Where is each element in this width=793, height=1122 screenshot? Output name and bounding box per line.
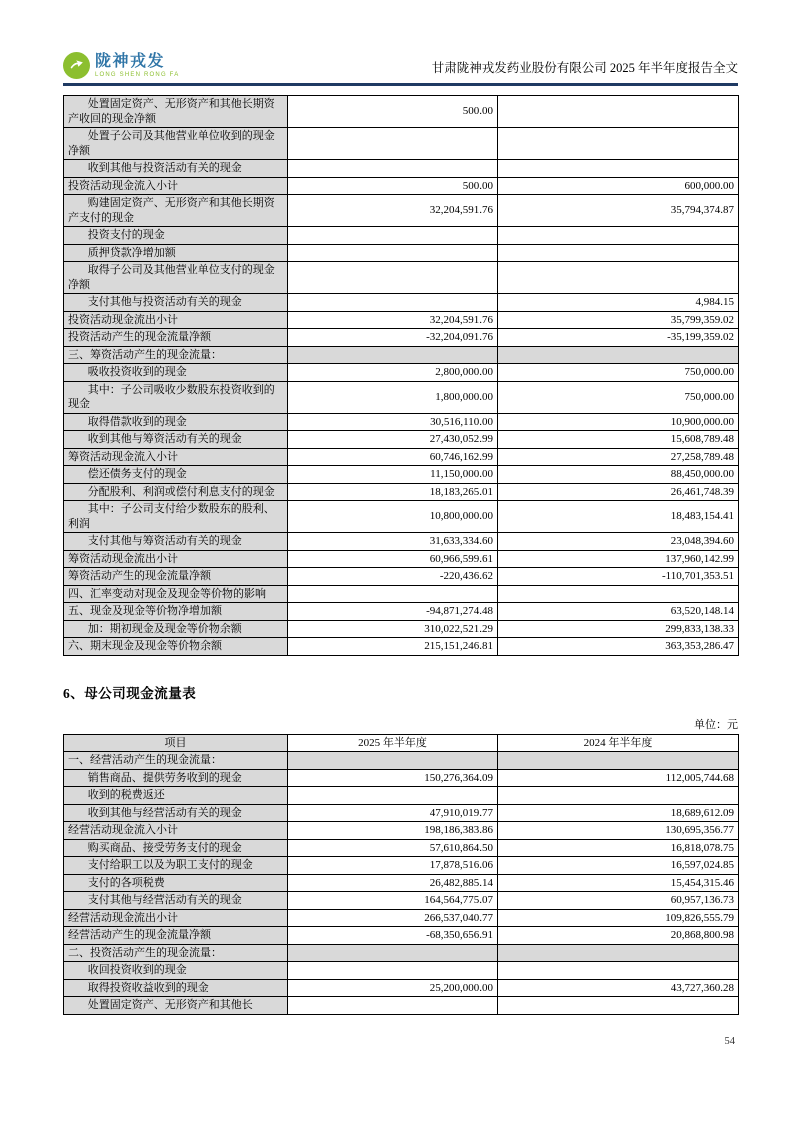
row-label: 支付其他与经营活动有关的现金 [64, 892, 288, 910]
row-label: 支付其他与筹资活动有关的现金 [64, 533, 288, 551]
row-label: 投资支付的现金 [64, 227, 288, 245]
table-row [64, 128, 739, 160]
logo-name-en: LONG SHEN RONG FA [95, 71, 180, 78]
value-2025 [288, 128, 498, 160]
row-label: 投资活动现金流入小计 [64, 177, 288, 195]
page-number: 54 [724, 1036, 735, 1047]
value-2025 [288, 962, 498, 980]
value-2024: 137,960,142.99 [498, 550, 739, 568]
value-2024: 750,000.00 [498, 381, 739, 413]
table-row [64, 262, 739, 294]
value-2025: 310,022,521.29 [288, 620, 498, 638]
value-2025 [288, 787, 498, 805]
value-2024 [498, 96, 739, 128]
table-row [64, 804, 739, 822]
row-label: 二、投资活动产生的现金流量： [64, 944, 288, 962]
value-2024: 750,000.00 [498, 364, 739, 382]
row-label: 收到其他与筹资活动有关的现金 [64, 431, 288, 449]
row-label: 其中：子公司吸收少数股东投资收到的现金 [64, 381, 288, 413]
table-row [64, 874, 739, 892]
value-2025: 32,204,591.76 [288, 195, 498, 227]
company-logo [63, 52, 179, 79]
value-2025: 215,151,246.81 [288, 638, 498, 656]
value-2025: 150,276,364.09 [288, 769, 498, 787]
table-row [64, 160, 739, 178]
value-2025 [288, 244, 498, 262]
value-2024 [498, 787, 739, 805]
value-2025 [288, 585, 498, 603]
row-label: 取得投资收益收到的现金 [64, 979, 288, 997]
value-2025: 31,633,334.60 [288, 533, 498, 551]
row-label: 购买商品、接受劳务支付的现金 [64, 839, 288, 857]
value-2025: 32,204,591.76 [288, 311, 498, 329]
table-row [64, 431, 739, 449]
row-label: 投资活动产生的现金流量净额 [64, 329, 288, 347]
row-label: 收到的税费返还 [64, 787, 288, 805]
value-2025: 60,966,599.61 [288, 550, 498, 568]
value-2025: -94,871,274.48 [288, 603, 498, 621]
table-row [64, 603, 739, 621]
value-2024 [498, 346, 739, 364]
value-2024: 4,984.15 [498, 294, 739, 312]
value-2025: 500.00 [288, 177, 498, 195]
row-label: 分配股利、利润或偿付利息支付的现金 [64, 483, 288, 501]
value-2025 [288, 262, 498, 294]
row-label: 五、现金及现金等价物净增加额 [64, 603, 288, 621]
table-row [64, 96, 739, 128]
value-2025 [288, 160, 498, 178]
row-label: 支付的各项税费 [64, 874, 288, 892]
row-label: 处置子公司及其他营业单位收到的现金净额 [64, 128, 288, 160]
value-2024: 112,005,744.68 [498, 769, 739, 787]
table-row [64, 927, 739, 945]
table-row [64, 962, 739, 980]
value-2024 [498, 944, 739, 962]
value-2024 [498, 160, 739, 178]
table-row [64, 501, 739, 533]
table-row [64, 195, 739, 227]
row-label: 四、汇率变动对现金及现金等价物的影响 [64, 585, 288, 603]
row-label: 质押贷款净增加额 [64, 244, 288, 262]
row-label: 收到其他与投资活动有关的现金 [64, 160, 288, 178]
section-row [64, 752, 739, 770]
row-label: 加：期初现金及现金等价物余额 [64, 620, 288, 638]
row-label: 经营活动产生的现金流量净额 [64, 927, 288, 945]
value-2024 [498, 585, 739, 603]
section-row [64, 944, 739, 962]
table-row [64, 909, 739, 927]
row-label: 筹资活动产生的现金流量净额 [64, 568, 288, 586]
value-2025 [288, 997, 498, 1015]
value-2024: 16,818,078.75 [498, 839, 739, 857]
value-2024 [498, 752, 739, 770]
table-row [64, 294, 739, 312]
value-2025 [288, 294, 498, 312]
table-row [64, 177, 739, 195]
table-row [64, 979, 739, 997]
value-2025: 198,186,383.86 [288, 822, 498, 840]
table-row [64, 585, 739, 603]
logo-text [95, 54, 179, 78]
table-row [64, 997, 739, 1015]
row-label: 销售商品、提供劳务收到的现金 [64, 769, 288, 787]
value-2025: 60,746,162.99 [288, 448, 498, 466]
value-2024: 600,000.00 [498, 177, 739, 195]
table-row [64, 568, 739, 586]
table-header-row [64, 734, 739, 752]
logo-name-cn: 陇神戎发 [95, 52, 166, 70]
row-label: 经营活动现金流入小计 [64, 822, 288, 840]
row-label: 其中：子公司支付给少数股东的股利、利润 [64, 501, 288, 533]
table-row [64, 448, 739, 466]
value-2024: 18,689,612.09 [498, 804, 739, 822]
table-row [64, 364, 739, 382]
value-2025: 27,430,052.99 [288, 431, 498, 449]
value-2025: 47,910,019.77 [288, 804, 498, 822]
table-row [64, 892, 739, 910]
value-2025: 266,537,040.77 [288, 909, 498, 927]
value-2025: 30,516,110.00 [288, 413, 498, 431]
row-label: 取得子公司及其他营业单位支付的现金净额 [64, 262, 288, 294]
value-2024: 23,048,394.60 [498, 533, 739, 551]
table-row [64, 550, 739, 568]
row-label: 购建固定资产、无形资产和其他长期资产支付的现金 [64, 195, 288, 227]
row-label: 三、筹资活动产生的现金流量： [64, 346, 288, 364]
value-2025 [288, 346, 498, 364]
value-2024: 27,258,789.48 [498, 448, 739, 466]
value-2024 [498, 962, 739, 980]
table-row [64, 466, 739, 484]
value-2025: 10,800,000.00 [288, 501, 498, 533]
section-row [64, 346, 739, 364]
value-2025: 2,800,000.00 [288, 364, 498, 382]
row-label: 经营活动现金流出小计 [64, 909, 288, 927]
table-row [64, 244, 739, 262]
value-2024: 15,608,789.48 [498, 431, 739, 449]
value-2025: -68,350,656.91 [288, 927, 498, 945]
table-row [64, 787, 739, 805]
table-row [64, 227, 739, 245]
row-label: 处置固定资产、无形资产和其他长 [64, 997, 288, 1015]
row-label: 收回投资收到的现金 [64, 962, 288, 980]
value-2024: 16,597,024.85 [498, 857, 739, 875]
table1-body [64, 96, 739, 656]
value-2024: -35,199,359.02 [498, 329, 739, 347]
section-heading: 6、母公司现金流量表 [63, 685, 197, 701]
value-2025: 17,878,516.06 [288, 857, 498, 875]
table-row [64, 620, 739, 638]
value-2025: 500.00 [288, 96, 498, 128]
parent-company-cash-flow-table [63, 734, 739, 1015]
row-label: 支付其他与投资活动有关的现金 [64, 294, 288, 312]
value-2024: 43,727,360.28 [498, 979, 739, 997]
row-label: 六、期末现金及现金等价物余额 [64, 638, 288, 656]
value-2024: 15,454,315.46 [498, 874, 739, 892]
value-2025: -32,204,091.76 [288, 329, 498, 347]
column-header-2025: 2025 年半年度 [288, 734, 498, 752]
value-2025: 1,800,000.00 [288, 381, 498, 413]
row-label: 筹资活动现金流入小计 [64, 448, 288, 466]
value-2025 [288, 944, 498, 962]
table-row [64, 413, 739, 431]
value-2024: 299,833,138.33 [498, 620, 739, 638]
row-label: 筹资活动现金流出小计 [64, 550, 288, 568]
value-2024: 88,450,000.00 [498, 466, 739, 484]
value-2024: 35,794,374.87 [498, 195, 739, 227]
table-row [64, 822, 739, 840]
row-label: 支付给职工以及为职工支付的现金 [64, 857, 288, 875]
value-2024: 60,957,136.73 [498, 892, 739, 910]
value-2025: 18,183,265.01 [288, 483, 498, 501]
value-2024: 35,799,359.02 [498, 311, 739, 329]
table-row [64, 381, 739, 413]
table-row [64, 329, 739, 347]
row-label: 吸收投资收到的现金 [64, 364, 288, 382]
value-2024 [498, 244, 739, 262]
value-2025: -220,436.62 [288, 568, 498, 586]
page-header [63, 46, 738, 86]
value-2024: 20,868,800.98 [498, 927, 739, 945]
value-2024 [498, 262, 739, 294]
column-header-2024: 2024 年半年度 [498, 734, 739, 752]
value-2025: 26,482,885.14 [288, 874, 498, 892]
table-row [64, 311, 739, 329]
row-label: 收到其他与经营活动有关的现金 [64, 804, 288, 822]
value-2024: 10,900,000.00 [498, 413, 739, 431]
row-label: 偿还债务支付的现金 [64, 466, 288, 484]
document-title: 甘肃陇神戎发药业股份有限公司 2025 年半年度报告全文 [431, 61, 738, 75]
value-2025 [288, 227, 498, 245]
logo-icon [63, 52, 90, 79]
row-label: 取得借款收到的现金 [64, 413, 288, 431]
table-row [64, 839, 739, 857]
value-2024: 130,695,356.77 [498, 822, 739, 840]
table-row [64, 533, 739, 551]
table2-body [64, 752, 739, 1015]
value-2024 [498, 227, 739, 245]
table-row [64, 857, 739, 875]
row-label: 处置固定资产、无形资产和其他长期资产收回的现金净额 [64, 96, 288, 128]
row-label: 一、经营活动产生的现金流量： [64, 752, 288, 770]
value-2025: 25,200,000.00 [288, 979, 498, 997]
value-2025 [288, 752, 498, 770]
table-row [64, 483, 739, 501]
value-2025: 11,150,000.00 [288, 466, 498, 484]
value-2024: 18,483,154.41 [498, 501, 739, 533]
table-row [64, 769, 739, 787]
column-header-item: 项目 [64, 734, 288, 752]
value-2024 [498, 997, 739, 1015]
value-2025: 57,610,864.50 [288, 839, 498, 857]
consolidated-cash-flow-table-continued [63, 95, 739, 656]
value-2024: 109,826,555.79 [498, 909, 739, 927]
value-2024 [498, 128, 739, 160]
value-2024: 363,353,286.47 [498, 638, 739, 656]
value-2025: 164,564,775.07 [288, 892, 498, 910]
table-row [64, 638, 739, 656]
unit-label: 单位：元 [694, 718, 738, 731]
value-2024: -110,701,353.51 [498, 568, 739, 586]
row-label: 投资活动现金流出小计 [64, 311, 288, 329]
value-2024: 63,520,148.14 [498, 603, 739, 621]
value-2024: 26,461,748.39 [498, 483, 739, 501]
